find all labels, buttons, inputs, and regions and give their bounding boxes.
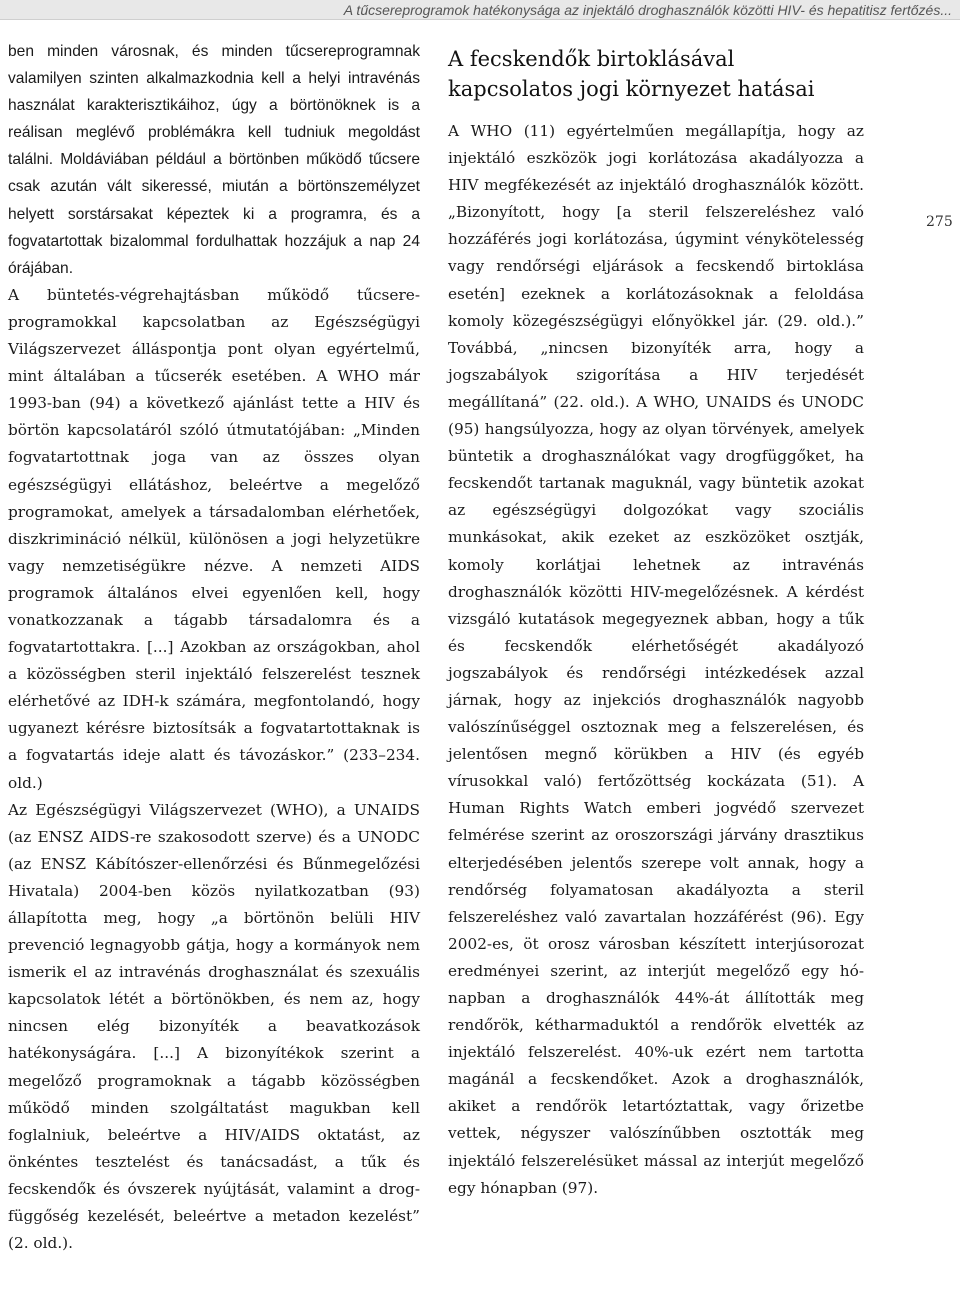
left-paragraph-3: Az Egészségügyi Világszervezet (WHO), a UNAIDS (az ENSZ AIDS-re szakosodott szerve) és a UNODC (az ENSZ Kábítószer-ellenőrzési és Bűnmegelőzési Hivatala) 2004-ben közös nyilatkozatban (93) állapította meg, hogy „a börtönön belüli HIV prevenció legnagyobb gátja, hogy a kormányok nem ismerik el az intravénás droghasználat és szexuális kapcsolatok létét a börtönökben, és nem az, hogy nincsen elég bizonyíték a beavatkozások hatékonyságára. [...] A bizonyítékok szerint a megelőző programoknak a tágabb közösségben működő minden szolgáltatást magukban kell foglalniuk, beleértve a HIV/AIDS oktatást, az önkéntes tesztelést és tanácsadást, a tűk és fecskendők és óvszerek nyújtását, valamint a drog-függőség kezelését, beleértve a metadon kezelést” (2. old.). (8, 800, 420, 1253)
right-paragraph-1: A WHO (11) egyértelműen megállapítja, hogy az injektáló eszközök jogi korlátozása akadályozza a HIV megfékezését az injektáló droghasználók között. „Bizonyított, hogy [a steril felszereléshez való hozzáférés jogi korlátozása, úgymint vénykötelesség vagy rendőrségi eljárások a fecskendő birtoklása esetén] ezeknek a korlátozásoknak a feloldása komoly közegészségügyi előnyökkel jár. (29. old.).” Továbbá, „nincsen bizonyíték arra, hogy a jogszabályok szigorítása a HIV terjedését megállítaná” (22. old.). A WHO, UNAIDS és UNODC (95) hangsúlyozza, hogy az olyan törvények, amelyek büntetik a droghasználókat vagy drogfüggőket, ha fecskendőt tartanak maguknál, vagy büntetik azokat az egészségügyi dolgozókat vagy szociális munkásokat, akik ezeket az eszközöket osztják, komoly korlátjai lehetnek az intravénás droghasználók közötti HIV-megelőzésnek. A kérdést vizsgáló kutatások megegyeznek abban, hogy a tűk és fecskendők elérhetőségét akadályozó jogszabályok és rendőrségi intézkedések azzal járnak, hogy az injekciós droghasználók nagyobb valószínűséggel osztoznak meg a felszerelésen, és jelentősen megnő körükben a HIV (és egyéb vírusokkal való) fertőzöttség kockázata (51). A Human Rights Watch emberi jogvédő szervezet felmérése szerint az oroszországi járvány drasztikus elterjedésében jelentős szerepe volt annak, hogy a rendőrség folyamatosan akadályozta a steril felszereléshez való zavartalan hozzáférést (96). Egy 2002-es, öt orosz városban készített interjúsorozat eredményei szerint, az interjút megelőző egy hónapban a droghasználók 44%-át állították meg rendőrök, kétharmaduktól a rendőrök elvették az injektáló felszerelést. 40%-uk ezért nem tartotta magánál a fecskendőket. Azok a droghasználók, akiket a rendőrök letartóztattak, vagy őrizetbe vettek, négyszer valószínűbben osztották meg injektáló felszerelésüket mással az interjút megelőző egy hónapban (97). (448, 122, 864, 1197)
right-column (448, 38, 864, 1202)
left-column (8, 38, 420, 1257)
left-paragraph-2: A büntetés-végrehajtásban működő tűcsereprogramokkal kapcsolatban az Egészségügyi Világszervezet álláspontja pont olyan egyértelmű, mint általában a tűcserék esetében. A WHO már 1993-ban (94) a következő ajánlást tette a HIV és börtön kapcsolatáról szóló útmutatójában: „Minden fogvatartottnak joga van az összes olyan egészségügyi ellátáshoz, beleértve a megelőző programokat, amelyek a társadalomban elérhetőek, diszkrimináció nélkül, különösen a jogi helyzetükre vagy nemzetiségükre nézve. A nemzeti AIDS programok általános elvei egyenlően kell, hogy vonatkozzanak a tágabb társadalomra és a fogvatartottakra. [...] Azokban az országokban, ahol a közösségben steril injektáló felszerelést tesznek elérhetővé az IDH-k számára, megfontolandó, hogy ugyanezt kérésre biztosítsák a fogvatartottaknak is a fogvatartás ideje alatt és távozáskor.” (233–234. old.) (8, 285, 420, 792)
page-number: 275 (926, 214, 953, 230)
section-heading: A fecskendők birtoklásával kapcsolatos jogi környezet hatásai (448, 47, 815, 101)
left-paragraph-1: ben minden városnak, és minden tűcsereprogramnak valamilyen szinten alkalmazkodnia kell a helyi intravénás használat karakterisztikáihoz, úgy a börtönöknek is a reálisan meglévő problémákra kell tudniuk megoldást találni. Moldáviában például a börtönben működő tűcsere csak azután vált sikeressé, miután a börtönszemélyzet helyett sorstársakat képeztek ki a programra, és a fogvatartottak bizalommal fordulhattak hozzájuk a nap 24 órájában. (8, 43, 420, 277)
running-head: A tűcsereprogramok hatékonysága az injektáló droghasználók közötti HIV- és hepatitisz fertőzés... (0, 0, 960, 20)
